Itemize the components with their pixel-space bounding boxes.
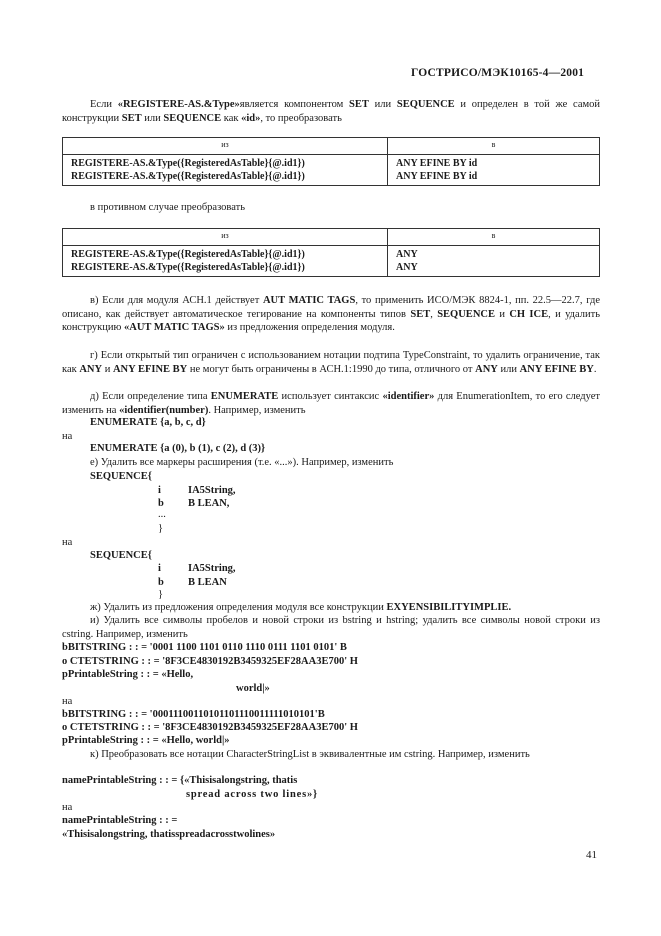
code-charlist-after-value: «Thisisalongstring, thatisspreadacrosstwolines» [62,829,276,840]
keyword: ANY EFINE BY [519,363,594,375]
code-line: SEQUENCE{ [90,471,152,482]
keyword: SEQUENCE [437,308,495,320]
keyword: EXYENSIBILITYIMPLIE. [386,602,512,613]
table-row: ANY EFINE BY id [396,171,478,182]
table-row: ANY EFINE BY id [396,158,478,169]
keyword: AUT MATIC TAGS [262,295,356,306]
text: , [430,308,438,320]
code-line: } [158,589,164,600]
paragraph-g [62,349,600,376]
code-line: b [158,577,164,588]
table-row: REGISTERE-AS.&Type({RegisteredAsTable}{@.id1}) [71,171,305,182]
code-line: IA5String, [188,485,236,496]
code-line: IA5String, [188,563,236,574]
code-line: ... [158,509,166,520]
text: и [102,363,113,375]
word-na: на [62,431,73,442]
text: . Например, изменить [208,404,306,416]
code-line: bBITSTRING : : = '00011100110101101110011111010101'B [62,709,325,720]
keyword: ANY EFINE BY [112,363,188,375]
text: или [368,99,397,110]
keyword: «REGISTERE-AS.&Type» [117,99,240,110]
keyword: «AUT MATIC TAGS» [124,322,225,334]
word-na: на [62,696,73,707]
paragraph-e: е) Удалить все маркеры расширения (т.е. «...»). Например, изменить [90,457,394,468]
conversion-table-2 [62,228,600,277]
column-header-from: из [63,229,388,246]
keyword: CH ICE [509,308,549,320]
text: , то преобразовать [260,112,342,124]
text: Если [90,99,118,110]
text: , и удалить конструкцию [62,308,600,334]
column-header-to: в [388,138,600,155]
paragraph-set-sequence [62,98,600,125]
keyword: SEQUENCE [396,99,455,110]
code-line: world|» [236,683,270,694]
code-line: pPrintableString : : = «Hello, world|» [62,735,230,746]
paragraph-d [62,390,600,417]
text: из предложения определения модуля. [224,322,395,334]
code-enumerate-after: ENUMERATE {a (0), b (1), c (2), d (3)} [90,443,266,454]
column-header-to: в [388,229,600,246]
paragraph-k: к) Преобразовать все нотации CharacterStringList в эквивалентные им cstring. Например, изменить [90,749,530,760]
code-line: i [158,485,161,496]
text: или [497,363,520,375]
code-line: B LEAN, [188,498,230,509]
text: использует синтаксис [278,391,383,402]
text: не могут быть ограничены в АСН.1:1990 до типа, отличного от [187,363,476,375]
code-line: } [158,523,164,534]
code-line: bBITSTRING : : = '0001 1100 1101 0110 1110 0111 1101 0101' B [62,642,347,653]
paragraph-zh [90,601,511,615]
keyword: «id» [241,112,261,124]
keyword: «identifier» [382,391,435,402]
text: и [494,308,510,320]
page-number: 41 [586,849,597,861]
text: ж) Удалить из предложения определения модуля все конструкции [90,602,387,613]
table-cell-to [388,246,600,277]
text: д) Если определение типа [90,391,211,402]
text: , то применить ИСО/МЭК 8824-1, пп. 22.5—22.7, где описано, как действует автоматическое тегирование на компоненты типов [62,295,600,320]
table-row: REGISTERE-AS.&Type({RegisteredAsTable}{@.id1}) [71,158,305,169]
text: является компонентом [239,99,350,110]
word-na: на [62,537,73,548]
table-cell-from [63,155,388,186]
code-line: b [158,498,164,509]
text: для EnumerationItem, то его следует изменить на [62,391,600,416]
text: или [141,112,164,124]
paragraph-v [62,294,600,335]
code-line: SEQUENCE{ [90,550,152,561]
text: и определен в той же самой конструкции [62,99,600,124]
text: как [221,112,242,124]
paragraph-otherwise: в противном случае преобразовать [90,202,245,213]
text: . [593,363,597,375]
keyword: SET [349,99,369,110]
text: в) Если для модуля АСН.1 действует [90,295,263,306]
table-row: ANY [396,262,418,273]
standard-header: ГОСТРИСО/МЭК10165-4—2001 [411,67,585,79]
keyword: ENUMERATE [210,391,279,402]
keyword: «identifier(number) [119,404,209,416]
code-line: B LEAN [188,577,227,588]
paragraph-i: и) Удалить все символы пробелов и новой строки из bstring и hstring; удалить все символы новой строки из cstring. Например, изменить [62,615,600,640]
keyword: SET [410,308,431,320]
conversion-table-1 [62,137,600,186]
table-cell-from [63,246,388,277]
code-charlist-before-cont: spread across two lines»} [186,789,318,800]
keyword: ANY [79,363,103,375]
keyword: SET [121,112,142,124]
code-line: o CTETSTRING : : = '8F3CE4830192B3459325EF28AA3E700' H [62,722,358,733]
table-cell-to [388,155,600,186]
code-enumerate-before: ENUMERATE {a, b, c, d} [90,417,206,428]
table-row: REGISTERE-AS.&Type({RegisteredAsTable}{@.id1}) [71,262,305,273]
text: г) Если открытый тип ограничен с использованием нотации подтипа TypeConstraint, то удалить ограничение, так как [62,350,600,375]
keyword: SEQUENCE [163,112,222,124]
column-header-from: из [63,138,388,155]
keyword: ANY [475,363,498,375]
table-row: REGISTERE-AS.&Type({RegisteredAsTable}{@.id1}) [71,249,305,260]
word-na: на [62,802,73,813]
table-row: ANY [396,249,418,260]
code-line: pPrintableString : : = «Hello, [62,669,194,680]
code-charlist-after: namePrintableString : : = [62,815,178,826]
code-charlist-before: namePrintableString : : = {«Thisisalongstring, thatis [62,775,298,786]
code-line: o CTETSTRING : : = '8F3CE4830192B3459325EF28AA3E700' H [62,656,358,667]
code-line: i [158,563,161,574]
